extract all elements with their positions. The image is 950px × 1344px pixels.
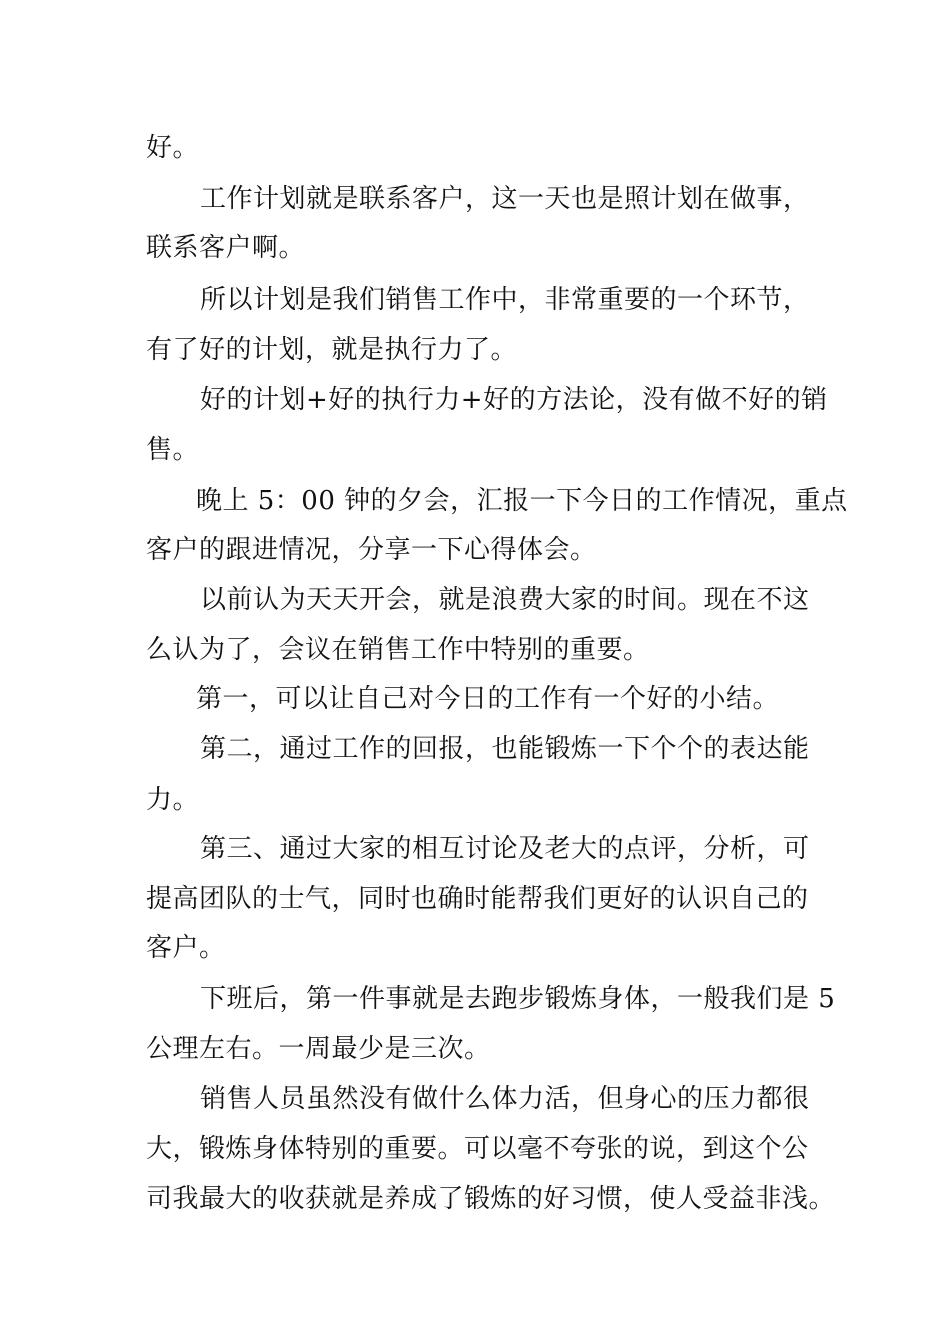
text-line: 晚上 5：00 钟的夕会，汇报一下今日的工作情况，重点	[196, 486, 848, 516]
text-line: 以前认为天天开会，就是浪费大家的时间。现在不这	[200, 585, 810, 615]
text-line: 客户的跟进情况，分享一下心得体会。	[146, 535, 597, 565]
text-line: 销售人员虽然没有做什么体力活，但身心的压力都很	[200, 1084, 810, 1114]
text-line: 么认为了，会议在销售工作中特别的重要。	[146, 635, 650, 665]
text-line: 大，锻炼身体特别的重要。可以毫不夸张的说，到这个公	[146, 1134, 809, 1164]
text-line: 司我最大的收获就是养成了锻炼的好习惯，使人受益非浅。	[146, 1184, 836, 1214]
text-line: 好。	[146, 133, 200, 163]
text-line: 公理左右。一周最少是三次。	[146, 1034, 491, 1064]
text-line: 力。	[146, 785, 200, 815]
text-line: 好的计划+好的执行力+好的方法论，没有做不好的销	[200, 385, 828, 415]
text-line: 提高团队的士气，同时也确时能帮我们更好的认识自己的	[146, 884, 809, 914]
text-line: 工作计划就是联系客户，这一天也是照计划在做事，	[200, 184, 810, 214]
text-line: 第二，通过工作的回报，也能锻炼一下个个的表达能	[200, 734, 810, 764]
text-line: 有了好的计划，就是执行力了。	[146, 335, 518, 365]
text-line: 联系客户啊。	[146, 233, 306, 263]
text-line: 所以计划是我们销售工作中，非常重要的一个环节，	[200, 285, 810, 315]
text-line: 第三、通过大家的相互讨论及老大的点评，分析，可	[200, 834, 810, 864]
text-line: 售。	[146, 435, 200, 465]
text-line: 第一，可以让自己对今日的工作有一个好的小结。	[196, 684, 780, 714]
text-line: 下班后，第一件事就是去跑步锻炼身体，一般我们是 5	[200, 984, 836, 1014]
text-line: 客户。	[146, 933, 226, 963]
